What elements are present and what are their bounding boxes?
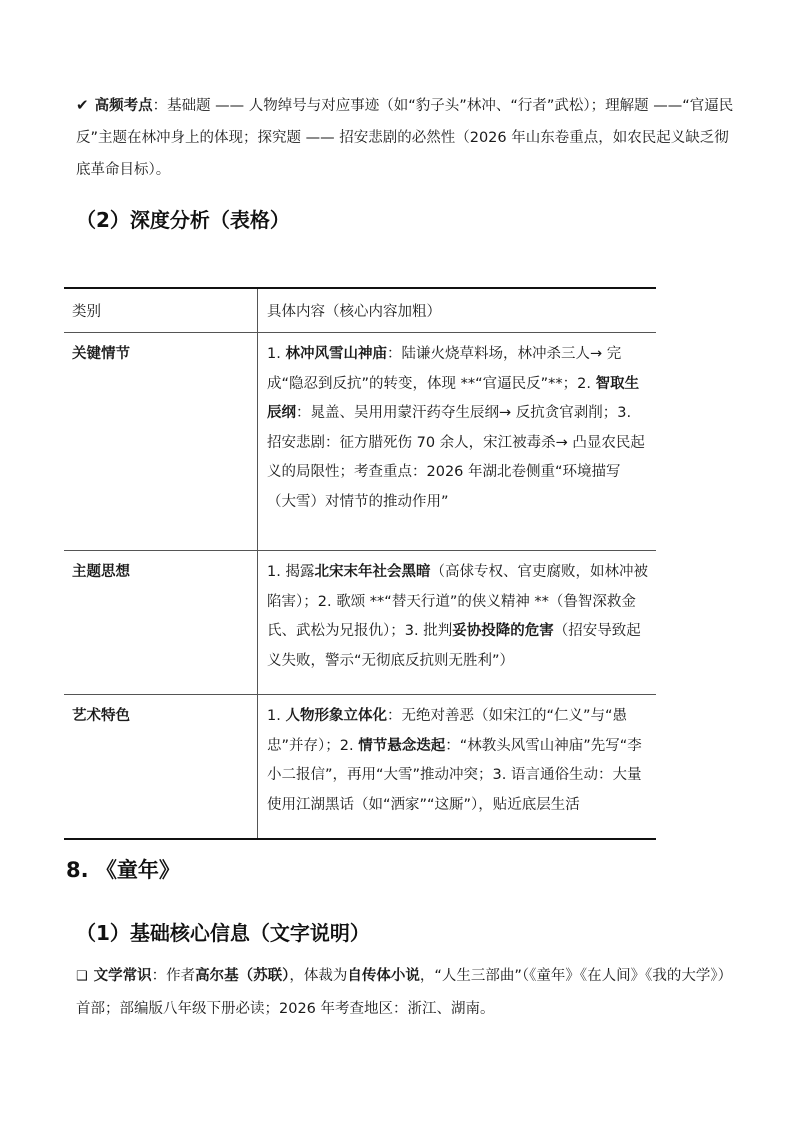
chapter-heading-childhood: 8. 《童年》	[66, 858, 180, 882]
table-header-row	[64, 288, 656, 333]
text-run: ，“人生三部曲”（《童年》《在人间》《我的大学》）首部；部编版八年级下册必读；2026 年考查地区：浙江、湖南。	[76, 968, 733, 1017]
text-run: ，体裁为	[289, 968, 348, 984]
literary-knowledge-paragraph	[76, 960, 736, 1025]
row-category-cell: 主题思想	[64, 551, 258, 695]
exam-points-text: ：基础题 —— 人物绰号与对应事迹（如“豹子头”林冲、“行者”武松）；理解题 ——“官逼民反”主题在林冲身上的体现；探究题 —— 招安悲剧的必然性（2026 年山东卷重点，如农民起义缺乏彻底革命目标）。	[76, 98, 734, 178]
header-cell-content: 具体内容（核心内容加粗）	[258, 288, 657, 333]
section-heading-basic-info: （1）基础核心信息（文字说明）	[76, 921, 370, 945]
text-run: 1.	[267, 346, 286, 362]
row-content-cell	[258, 333, 657, 551]
text-run: （高俅专权、官吏腐败，如林冲被陷害）；2. 歌颂 **“替天行道”的侠义精神 **（鲁智深救金氏、武松为兄报仇）；3. 批判	[267, 564, 648, 639]
text-run: 1.	[267, 708, 286, 724]
literary-knowledge-text	[76, 968, 732, 1017]
text-run: 1. 揭露	[267, 564, 315, 580]
section-heading-deep-analysis: （2）深度分析（表格）	[76, 208, 290, 232]
bold-text: 林冲风雪山神庙	[285, 346, 387, 362]
table-row	[64, 695, 656, 840]
checkbox-icon: ❑	[76, 969, 88, 984]
checkmark-icon: ✔	[76, 96, 89, 114]
text-run: ：晁盖、吴用用蒙汗药夺生辰纲→ 反抗贪官剥削；3. 招安悲剧：征方腊死伤 70 余人，宋江被毒杀→ 凸显农民起义的局限性；考查重点：2026 年湖北卷侧重“环境描写（大雪）对情节的推动作用”	[267, 405, 645, 510]
bold-text: 北宋末年社会黑暗	[314, 564, 431, 580]
analysis-table	[64, 287, 656, 840]
row-category-cell: 关键情节	[64, 333, 258, 551]
table-row	[64, 551, 656, 695]
text-run: ：无绝对善恶（如宋江的“仁义”与“愚忠”并存）；2.	[267, 708, 627, 754]
literary-knowledge-label: 文学常识	[93, 968, 152, 984]
text-run: ：“林教头风雪山神庙”先写“李小二报信”，再用“大雪”推动冲突；3. 语言通俗生动：大量使用江湖黑话（如“洒家”“这厮”），贴近底层生活	[267, 737, 642, 813]
bold-text: 人物形象立体化	[285, 708, 387, 724]
bold-text: 自传体小说	[347, 968, 420, 984]
table-row	[64, 333, 656, 551]
header-cell-category: 类别	[64, 288, 258, 333]
row-category-cell: 艺术特色	[64, 695, 258, 840]
text-run: ：陆谦火烧草料场，林冲杀三人→ 完成“隐忍到反抗”的转变，体现 **“官逼民反”**；2.	[267, 346, 622, 392]
bold-text: 智取生辰纲	[267, 375, 640, 421]
exam-points-label: 高频考点	[94, 98, 153, 114]
row-content-cell	[258, 695, 657, 840]
row-content-cell	[258, 551, 657, 695]
exam-points-paragraph	[76, 89, 736, 186]
bold-text: 情节悬念迭起	[358, 737, 446, 754]
bold-text: 妥协投降的危害	[452, 623, 554, 639]
text-run: ：作者	[151, 968, 196, 984]
bold-text: 高尔基（苏联）	[195, 968, 290, 984]
text-run: （招安导致起义失败，警示“无彻底反抗则无胜利”）	[267, 623, 641, 669]
